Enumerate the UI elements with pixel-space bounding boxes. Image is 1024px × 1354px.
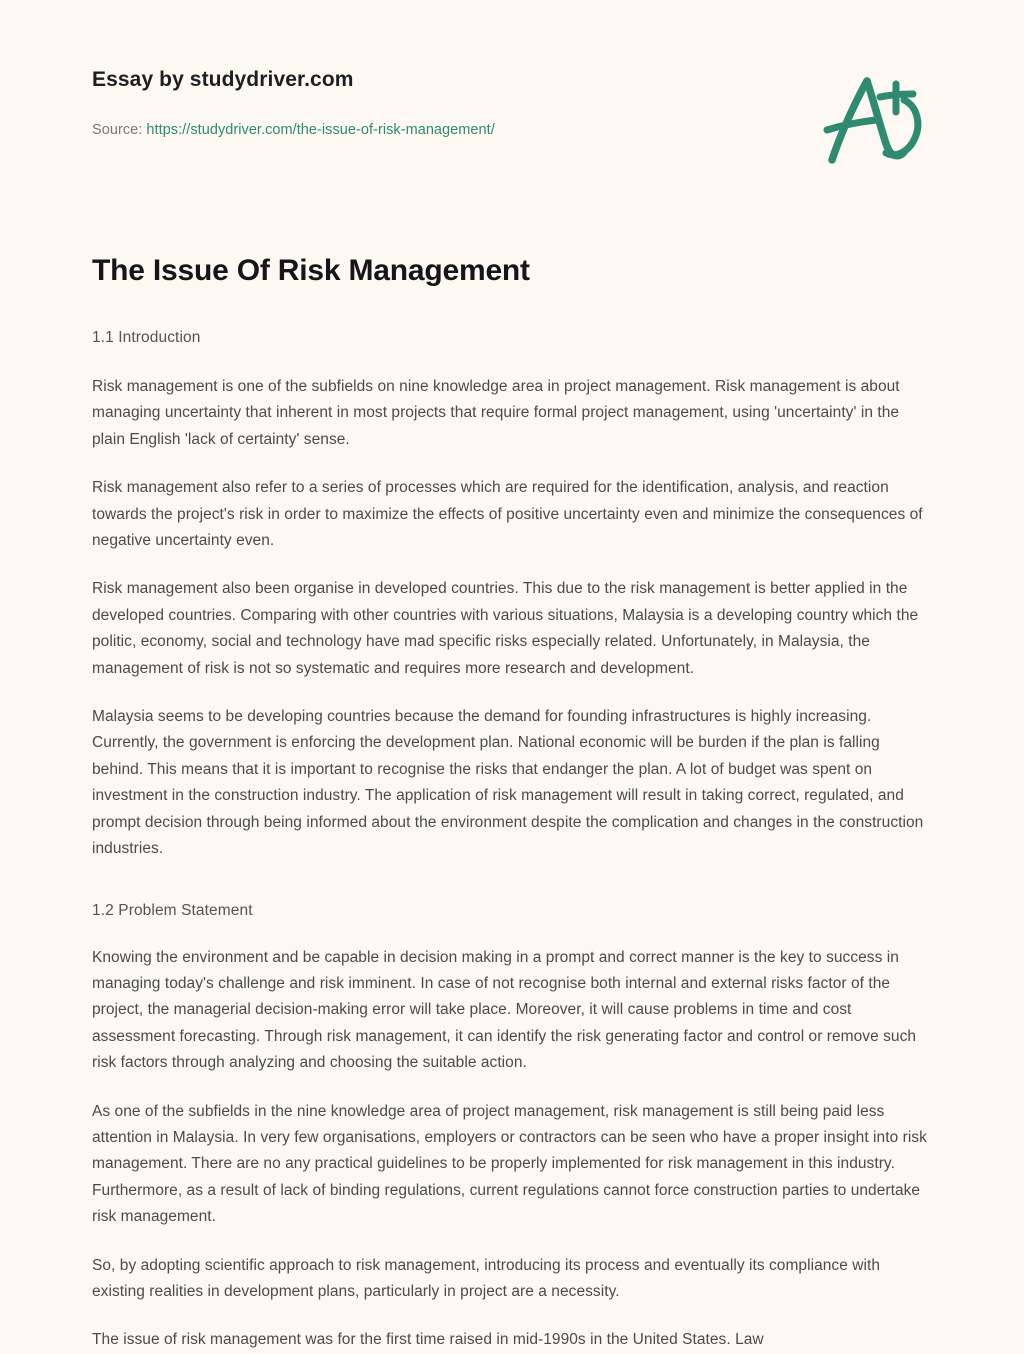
body-paragraph: The issue of risk management was for the first time raised in mid-1990s in the United States. Law <box>92 1331 764 1349</box>
brand-title: Essay by studydriver.com <box>92 68 354 91</box>
body-paragraph: As one of the subfields in the nine knowledge area of project management, risk management is still being paid less attention in Malaysia. In very few organisations, employers or contractors can be seen who have a proper insight into risk management. There are no any practical guidelines to be properly implemented for risk management in this industry. Furthermore, as a result of lack of binding regulations, current regulations cannot force construction parties to undertake risk management. <box>92 1102 927 1226</box>
body-paragraph: Malaysia seems to be developing countries because the demand for founding infrastructures is highly increasing. Currently, the government is enforcing the development plan. National economic will be burden if the plan is falling behind. This means that it is important to recognise the risks that endanger the plan. A lot of budget was spent on investment in the construction industry. The application of risk management will result in taking correct, regulated, and prompt decision through being informed about the environment despite the complication and changes in the construction industries. <box>92 708 924 858</box>
body-paragraph: Knowing the environment and be capable in decision making in a prompt and correct manner is the key to success in managing today's challenge and risk imminent. In case of not recognise both internal and external risks factor of the project, the managerial decision-making error will take place. Moreover, it will cause problems in time and cost assessment forecasting. Through risk management, it can identify the risk generating factor and control or remove such risk factors through analyzing and choosing the suitable action. <box>92 948 917 1072</box>
source-url-link[interactable]: https://studydriver.com/the-issue-of-risk-management/ <box>146 122 495 138</box>
page-title: The Issue Of Risk Management <box>92 254 530 287</box>
source-line <box>92 122 495 138</box>
body-paragraph: Risk management also refer to a series of processes which are required for the identification, analysis, and reaction towards the project's risk in order to maximize the effects of positive uncertainty even and minimize the consequences of negative uncertainty even. <box>92 479 923 550</box>
body-paragraph: So, by adopting scientific approach to risk management, introducing its process and eventually its compliance with existing realities in development plans, particularly in project are a necessity. <box>92 1256 881 1300</box>
body-paragraph: Risk management is one of the subfields on nine knowledge area in project management. Risk management is about managing uncertainty that inherent in most projects that require formal project management, using 'uncertainty' in the plain English 'lack of certainty' sense. <box>92 378 900 448</box>
article-body <box>92 252 932 1354</box>
article-blocks <box>92 326 932 1354</box>
source-label: Source: <box>92 122 143 138</box>
section-heading: 1.2 Problem Statement <box>92 901 253 919</box>
page-header <box>0 0 1024 200</box>
body-paragraph: Risk management also been organise in developed countries. This due to the risk management is better applied in the developed countries. Comparing with other countries with various situations, Malaysia is a developing country which the politic, economy, social and technology have mad specific risks especially related. Unfortunately, in Malaysia, the management of risk is not so systematic and requires more research and development. <box>92 580 919 677</box>
a-plus-logo-glyph <box>818 68 936 168</box>
section-heading: 1.1 Introduction <box>92 329 201 346</box>
studydriver-a-plus-logo-icon <box>818 68 936 168</box>
